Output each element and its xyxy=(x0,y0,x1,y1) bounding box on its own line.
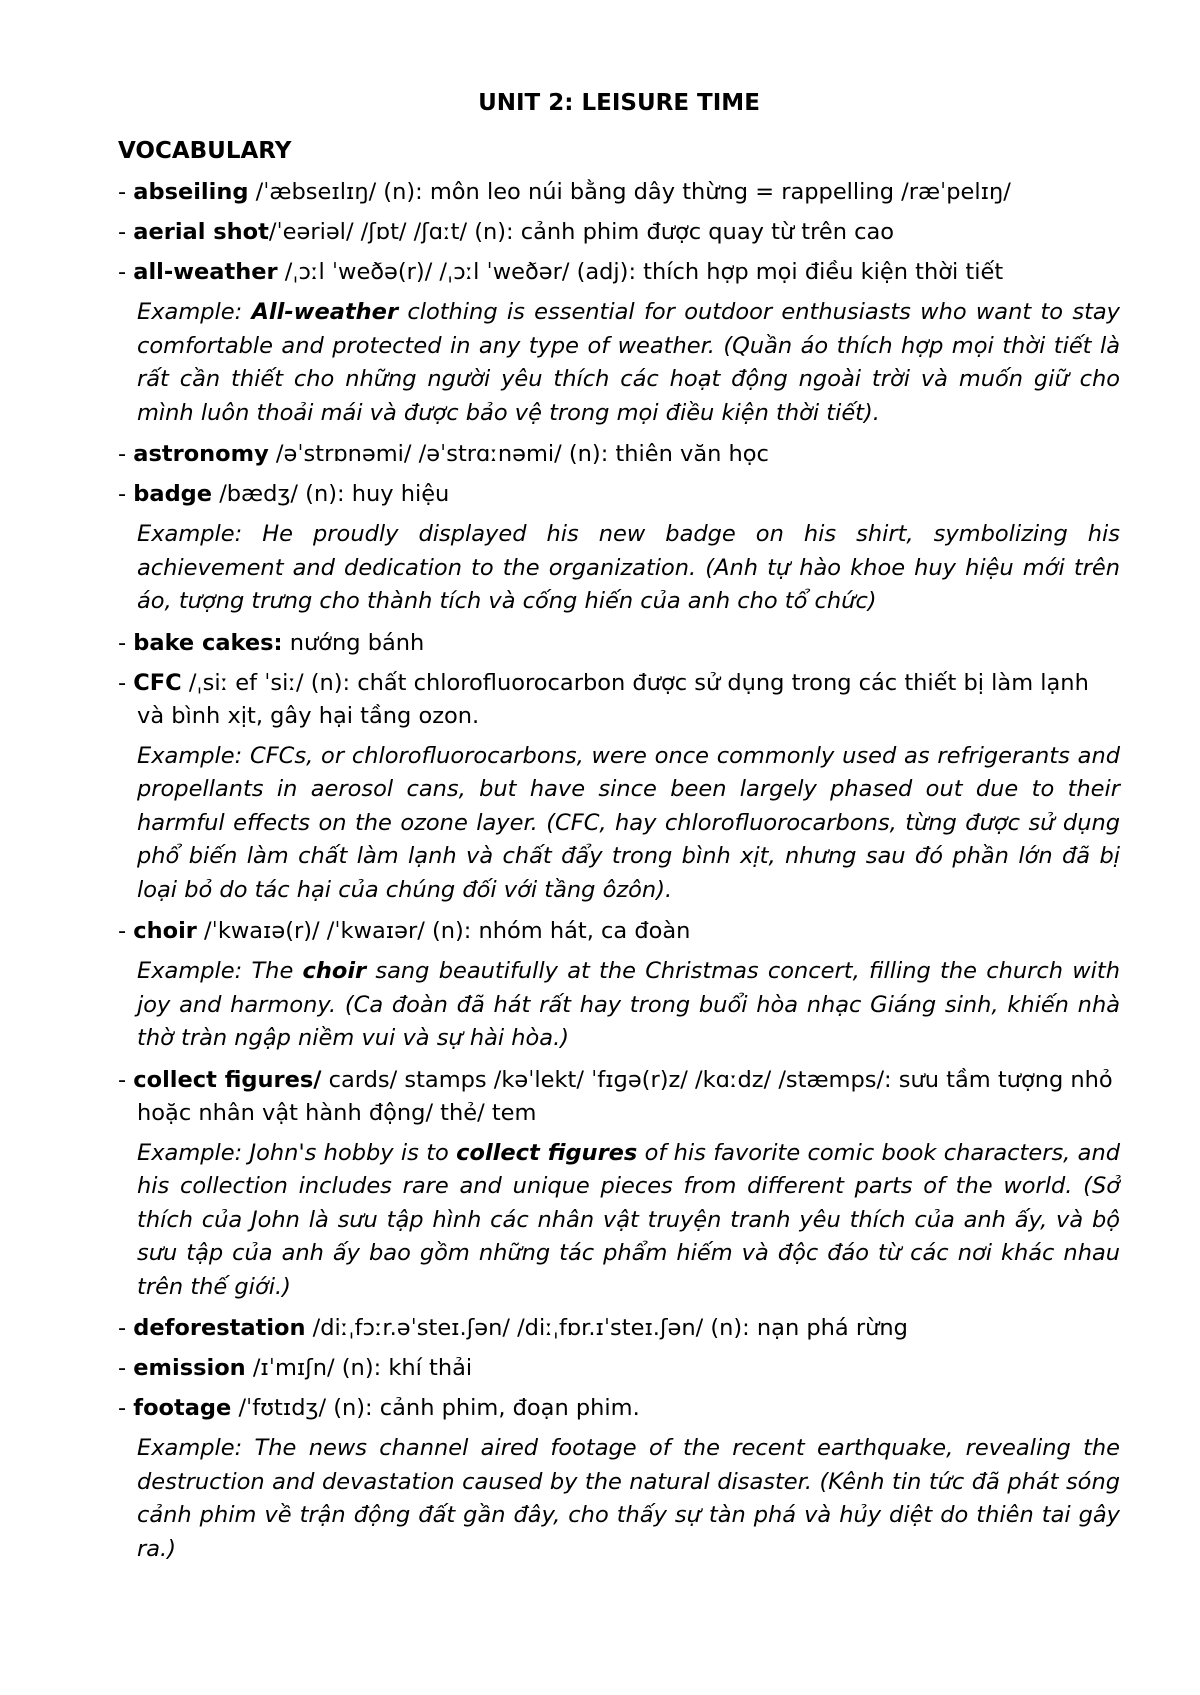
example-text: Example: CFCs, or chlorofluorocarbons, were once commonly used as refrigerants and propellants in aerosol cans, but have since been largely phased out due to their harmful effects on the ozone layer. (CFC, hay chlorofluorocarbons, từng được sử dụng phổ biến làm chất làm lạnh và chất đẩy trong bình xịt, nhưng sau đó phần lớn đã bị loại bỏ do tác hại của chúng đối với tầng ôzôn). xyxy=(137,742,1120,903)
entry-dash: - xyxy=(118,259,134,285)
vocab-definition: /ˌsiː ef ˈsiː/ (n): chất chlorofluorocarbon được sử dụng trong các thiết bị làm lạnh và bình xịt, gây hại tầng ozon. xyxy=(137,669,1089,729)
vocab-definition: /ˈfʊtɪdʒ/ (n): cảnh phim, đoạn phim. xyxy=(231,1395,640,1421)
example-text: Example: xyxy=(137,299,252,325)
vocab-definition: /ɪˈmɪʃn/ (n): khí thải xyxy=(245,1355,473,1381)
section-heading: VOCABULARY xyxy=(118,138,292,164)
vocab-example xyxy=(137,296,1120,430)
vocab-definition: /bædʒ/ (n): huy hiệu xyxy=(212,481,450,507)
vocab-entry xyxy=(118,1392,1120,1425)
vocab-entry xyxy=(118,1352,1120,1385)
example-highlight: collect figures xyxy=(456,1139,638,1166)
entry-dash: - xyxy=(118,179,134,205)
vocab-definition: /ˌɔːl ˈweðə(r)/ /ˌɔːl ˈweðər/ (adj): thích hợp mọi điều kiện thời tiết xyxy=(277,259,1004,285)
vocab-entry xyxy=(118,627,1120,660)
example-highlight: choir xyxy=(302,958,367,984)
example-highlight: All-weather xyxy=(251,299,399,325)
vocab-entry xyxy=(118,478,1120,511)
example-text: of his favorite comic book characters, and his collection includes rare and unique pieces from different parts of the world. (Sở thích của John là sưu tập hình các nhân vật truyện tranh yêu thích của anh ấy, và bộ sưu tập của anh ấy bao gồm những tác phẩm hiếm và độc đáo từ các nơi khác nhau trên thế giới.) xyxy=(137,1139,1120,1300)
vocab-entry xyxy=(118,216,1120,249)
vocab-definition: nướng bánh xyxy=(282,629,425,656)
vocab-term: footage xyxy=(133,1395,232,1421)
vocab-entry xyxy=(118,176,1120,209)
vocab-example xyxy=(137,740,1120,908)
example-text: sang beautifully at the Christmas concert, filling the church with joy and harmony. (Ca đoàn đã hát rất hay trong buổi hòa nhạc Giáng sinh, khiến nhà thờ tràn ngập niềm vui và sự hài hòa.) xyxy=(137,958,1120,1051)
vocabulary-list xyxy=(118,176,1120,1566)
vocab-term: badge xyxy=(133,481,213,507)
entry-dash: - xyxy=(118,219,134,245)
vocab-example xyxy=(137,955,1120,1056)
vocab-entry xyxy=(118,915,1120,948)
entry-dash: - xyxy=(118,669,134,696)
vocab-example xyxy=(137,1137,1120,1305)
vocab-term: deforestation xyxy=(133,1315,306,1341)
vocab-definition: cards/ stamps /kəˈlekt/ ˈfɪɡə(r)z/ /kɑːdz/ /stæmps/: sưu tầm tượng nhỏ hoặc nhân vật hành động/ thẻ/ tem xyxy=(137,1066,1113,1126)
vocab-entry xyxy=(118,438,1120,471)
vocab-example xyxy=(137,518,1120,619)
entry-dash: - xyxy=(118,629,134,656)
entry-dash: - xyxy=(118,441,134,467)
entry-dash: - xyxy=(118,1355,134,1381)
vocab-entry xyxy=(118,1312,1120,1345)
vocab-term: collect figures/ xyxy=(133,1066,322,1093)
vocab-term: abseiling xyxy=(133,179,249,205)
vocab-definition: /ˈeəriəl/ /ʃɒt/ /ʃɑːt/ (n): cảnh phim được quay từ trên cao xyxy=(268,219,895,245)
entry-dash: - xyxy=(118,918,134,944)
example-text: Example: The news channel aired footage of the recent earthquake, revealing the destruction and devastation caused by the natural disaster. (Kênh tin tức đã phát sóng cảnh phim về trận động đất gần đây, cho thấy sự tàn phá và hủy diệt do thiên tai gây ra.) xyxy=(137,1435,1120,1562)
entry-dash: - xyxy=(118,1315,134,1341)
example-text: clothing is essential for outdoor enthusiasts who want to stay comfortable and protected in any type of weather. (Quần áo thích hợp mọi thời tiết là rất cần thiết cho những người yêu thích các hoạt động ngoài trời và muốn giữ cho mình luôn thoải mái và được bảo vệ trong mọi điều kiện thời tiết). xyxy=(137,299,1120,426)
vocab-term: choir xyxy=(133,918,197,944)
vocab-term: emission xyxy=(133,1355,246,1381)
vocab-term: astronomy xyxy=(133,441,269,467)
example-text: Example: He proudly displayed his new badge on his shirt, symbolizing his achievement and dedication to the organization. (Anh tự hào khoe huy hiệu mới trên áo, tượng trưng cho thành tích và cống hiến của anh cho tổ chức) xyxy=(137,521,1120,614)
vocab-term: aerial shot xyxy=(133,219,269,245)
vocab-term: bake cakes: xyxy=(133,629,283,656)
vocab-example xyxy=(137,1432,1120,1566)
vocab-definition: /ˈkwaɪə(r)/ /ˈkwaɪər/ (n): nhóm hát, ca đoàn xyxy=(196,918,691,944)
vocab-entry xyxy=(118,1064,1120,1130)
entry-dash: - xyxy=(118,1395,134,1421)
vocab-definition: /əˈstrɒnəmi/ /əˈstrɑːnəmi/ (n): thiên văn học xyxy=(268,441,769,467)
vocab-entry xyxy=(118,667,1120,733)
example-text: Example: John's hobby is to xyxy=(137,1139,457,1166)
vocab-definition: /ˈæbseɪlɪŋ/ (n): môn leo núi bằng dây thừng = rappelling /ræˈpelɪŋ/ xyxy=(248,179,1011,205)
vocab-definition: /diːˌfɔːr.əˈsteɪ.ʃən/ /diːˌfɒr.ɪˈsteɪ.ʃən/ (n): nạn phá rừng xyxy=(305,1315,908,1341)
example-text: Example: The xyxy=(137,958,303,984)
vocab-entry xyxy=(118,256,1120,289)
entry-dash: - xyxy=(118,481,134,507)
page-title: UNIT 2: LEISURE TIME xyxy=(478,90,760,116)
vocab-term: all-weather xyxy=(133,259,278,285)
entry-dash: - xyxy=(118,1066,134,1093)
vocab-term: CFC xyxy=(133,669,182,696)
